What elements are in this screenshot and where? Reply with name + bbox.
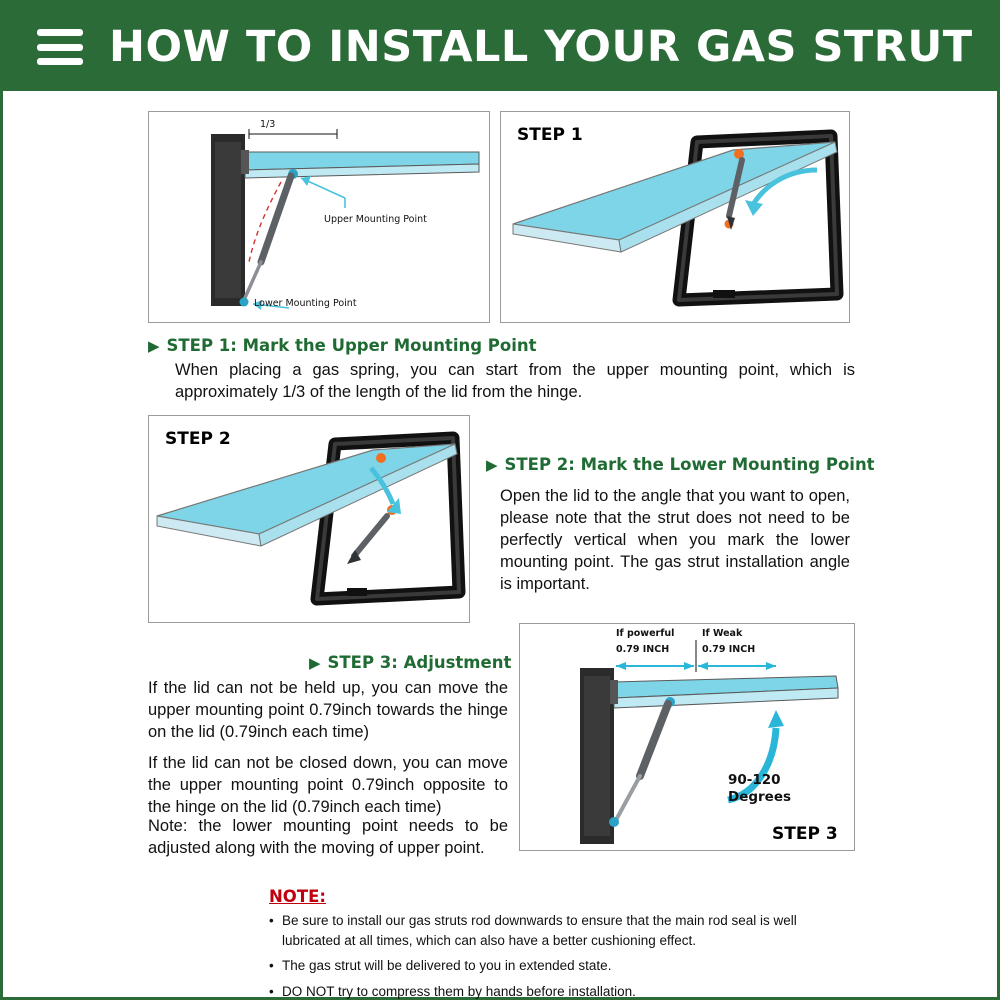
- figure-step-2: [148, 415, 470, 623]
- figure-step-3-label: STEP 3: [772, 824, 838, 844]
- figure-step-2-label: STEP 2: [165, 429, 231, 449]
- step-3-body-paragraph-1: If the lid can not be held up, you can move the upper mounting point 0.79inch towards the hinge on the lid (0.79inch each time): [148, 679, 508, 742]
- step-1-body: When placing a gas spring, you can start from the upper mounting point, which is approximately 1/3 of the length of the lid from the hinge.: [175, 361, 855, 402]
- figure-step-1-label: STEP 1: [517, 125, 583, 145]
- figure-step-1: [500, 111, 850, 323]
- step-2-body: Open the lid to the angle that you want to open, please note that the strut does not need to be perfectly vertical when you mark the lower mounting point. The gas strut installation angle is important.: [500, 487, 850, 594]
- bullet-icon: •: [269, 958, 274, 974]
- figure-mark-upper-point: [148, 111, 490, 323]
- bullet-icon: •: [269, 913, 274, 928]
- note-list-item: • The gas strut will be delivered to you in extended state.: [269, 956, 829, 976]
- note-title: NOTE:: [269, 887, 326, 906]
- figure-step-3: [519, 623, 855, 851]
- triangle-bullet-icon: ▶: [486, 456, 498, 474]
- note-list-item: • DO NOT try to compress them by hands before installation.: [269, 982, 829, 1002]
- label-if-weak-value: 0.79 INCH: [702, 644, 756, 655]
- note-list: [269, 911, 829, 1008]
- header-bar: [3, 3, 1000, 91]
- page-title: HOW TO INSTALL YOUR GAS STRUT: [109, 22, 973, 72]
- label-if-weak: If Weak: [702, 628, 743, 639]
- label-if-powerful-value: 0.79 INCH: [616, 644, 670, 655]
- label-angle-range: 90-120 Degrees: [728, 772, 792, 805]
- hamburger-line: [37, 58, 83, 65]
- step-2-heading: ▶ STEP 2: Mark the Lower Mounting Point: [486, 455, 875, 474]
- hamburger-icon[interactable]: [37, 29, 83, 65]
- label-one-third: 1/3: [260, 119, 276, 130]
- hamburger-line: [37, 44, 83, 51]
- label-upper-mounting-point: Upper Mounting Point: [324, 214, 427, 225]
- diagram-mark-upper: [149, 112, 490, 323]
- step-3-heading: ▶ STEP 3: Adjustment: [309, 653, 512, 672]
- label-lower-mounting-point: Lower Mounting Point: [254, 298, 357, 309]
- diagram-step-3: [520, 624, 855, 851]
- step-1-heading: ▶ STEP 1: Mark the Upper Mounting Point: [148, 336, 537, 355]
- triangle-bullet-icon: ▶: [309, 654, 321, 672]
- hamburger-line: [37, 29, 83, 36]
- triangle-bullet-icon: ▶: [148, 337, 160, 355]
- label-if-powerful: If powerful: [616, 628, 675, 639]
- step-3-body-paragraph-2: If the lid can not be closed down, you can move the upper mounting point 0.79inch opposite to the hinge on the lid (0.79inch each time): [148, 754, 508, 817]
- note-list-item: • Be sure to install our gas struts rod downwards to ensure that the main rod seal is well lubricated at all times, which can also have a better cushioning effect.: [269, 913, 797, 948]
- step-3-body-paragraph-3: Note: the lower mounting point needs to be adjusted along with the moving of upper point.: [148, 817, 508, 858]
- bullet-icon: •: [269, 984, 274, 1000]
